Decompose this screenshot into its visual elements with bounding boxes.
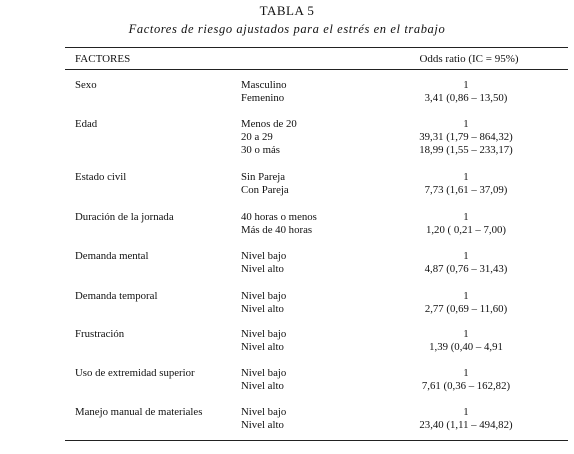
odds-ratio-value: 1 — [463, 171, 469, 183]
factor-label: Demanda mental — [75, 250, 149, 262]
odds-ratio-value: 39,31 (1,79 – 864,32) — [419, 131, 513, 143]
odds-ratio-value: 1 — [463, 79, 469, 91]
table-title: TABLA 5 — [259, 3, 315, 18]
factor-label: Frustración — [75, 328, 125, 340]
odds-ratio-value: 1,39 (0,40 – 4,91 — [429, 341, 503, 353]
level-label: 30 o más — [241, 144, 280, 156]
level-label: Nivel bajo — [241, 250, 287, 262]
factor-label: Edad — [75, 118, 98, 130]
level-label: Nivel alto — [241, 419, 284, 431]
level-label: Nivel alto — [241, 263, 284, 275]
level-label: Nivel bajo — [241, 406, 287, 418]
level-label: Nivel alto — [241, 303, 284, 315]
level-label: Nivel bajo — [241, 367, 287, 379]
odds-ratio-value: 1,20 ( 0,21 – 7,00) — [425, 224, 507, 236]
factor-label: Uso de extremidad superior — [75, 367, 195, 379]
odds-ratio-value: 4,87 (0,76 – 31,43) — [424, 263, 508, 275]
level-label: Sin Pareja — [241, 171, 286, 183]
factor-label: Demanda temporal — [75, 290, 158, 302]
level-label: Nivel bajo — [241, 290, 287, 302]
odds-ratio-value: 3,41 (0,86 – 13,50) — [424, 92, 508, 104]
odds-ratio-value: 1 — [463, 118, 469, 130]
level-label: Nivel alto — [241, 341, 284, 353]
top-rule — [65, 47, 568, 48]
level-label: 20 a 29 — [241, 131, 273, 143]
level-label: 40 horas o menos — [241, 211, 317, 223]
factor-label: Estado civil — [75, 171, 127, 183]
table-subtitle: Factores de riesgo ajustados para el estrés en el trabajo — [128, 22, 446, 36]
level-label: Más de 40 horas — [241, 224, 313, 236]
header-factores: FACTORES — [75, 53, 131, 65]
level-label: Menos de 20 — [241, 118, 297, 130]
level-label: Nivel alto — [241, 380, 284, 392]
level-label: Femenino — [241, 92, 285, 104]
factor-label: Manejo manual de materiales — [75, 406, 203, 418]
level-label: Masculino — [241, 79, 287, 91]
odds-ratio-value: 23,40 (1,11 – 494,82) — [419, 419, 513, 431]
factor-label: Duración de la jornada — [75, 211, 174, 223]
header-rule — [65, 69, 568, 70]
odds-ratio-value: 7,73 (1,61 – 37,09) — [424, 184, 508, 196]
odds-ratio-value: 1 — [463, 328, 469, 340]
bottom-rule — [65, 440, 568, 441]
odds-ratio-value: 1 — [463, 211, 469, 223]
odds-ratio-value: 1 — [463, 250, 469, 262]
level-label: Con Pareja — [241, 184, 289, 196]
odds-ratio-value: 2,77 (0,69 – 11,60) — [424, 303, 508, 315]
odds-ratio-value: 7,61 (0,36 – 162,82) — [421, 380, 511, 392]
factor-label: Sexo — [75, 79, 97, 91]
odds-ratio-value: 1 — [463, 290, 469, 302]
odds-ratio-value: 18,99 (1,55 – 233,17) — [419, 144, 513, 156]
odds-ratio-value: 1 — [463, 406, 469, 418]
level-label: Nivel bajo — [241, 328, 287, 340]
odds-ratio-value: 1 — [463, 367, 469, 379]
header-odds-ratio: Odds ratio (IC = 95%) — [419, 53, 519, 65]
